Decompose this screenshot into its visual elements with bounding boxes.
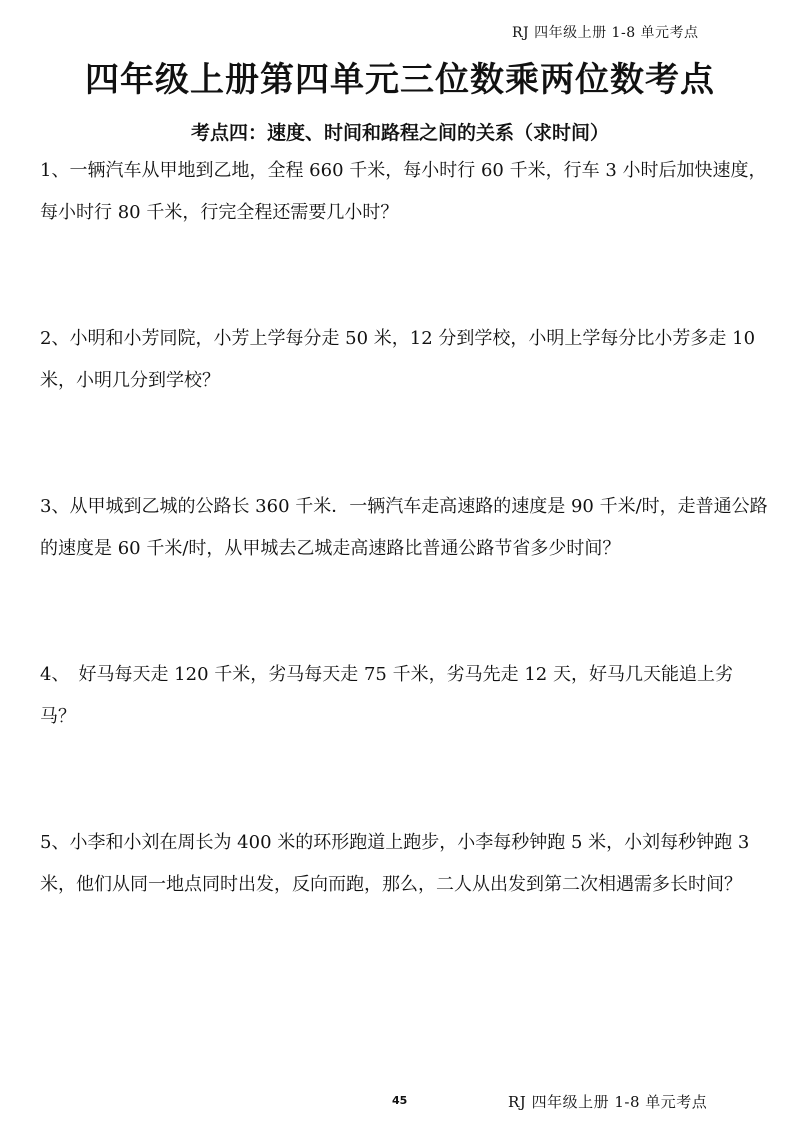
question-1: 1、一辆汽车从甲地到乙地，全程 660 千米，每小时行 60 千米，行车 3 小时后加快速度，每小时行 80 千米，行完全程还需要几小时？ — [40, 160, 767, 223]
header-note: RJ 四年级上册 1-8 单元考点 — [512, 25, 699, 41]
footer-note: RJ 四年级上册 1-8 单元考点 — [508, 1093, 708, 1111]
question-2: 2、小明和小芳同院，小芳上学每分走 50 米，12 分到学校，小明上学每分比小芳多走 10 米，小明几分到学校？ — [40, 328, 756, 391]
question-4: 4、 好马每天走 120 千米，劣马每天走 75 千米，劣马先走 12 天，好马几天能追上劣马？ — [40, 664, 733, 727]
question-3: 3、从甲城到乙城的公路长 360 千米．一辆汽车走高速路的速度是 90 千米/时，走普通公路的速度是 60 千米/时，从甲城去乙城走高速路比普通公路节省多少时间？ — [40, 496, 768, 559]
page-number: 45 — [392, 1094, 408, 1107]
section-subtitle: 考点四：速度、时间和路程之间的关系（求时间） — [190, 122, 609, 144]
page-title: 四年级上册第四单元三位数乘两位数考点 — [85, 60, 715, 100]
question-5: 5、小李和小刘在周长为 400 米的环形跑道上跑步，小李每秒钟跑 5 米，小刘每秒钟跑 3 米，他们从同一地点同时出发，反向而跑，那么，二人从出发到第二次相遇需多长时间？ — [40, 832, 750, 895]
